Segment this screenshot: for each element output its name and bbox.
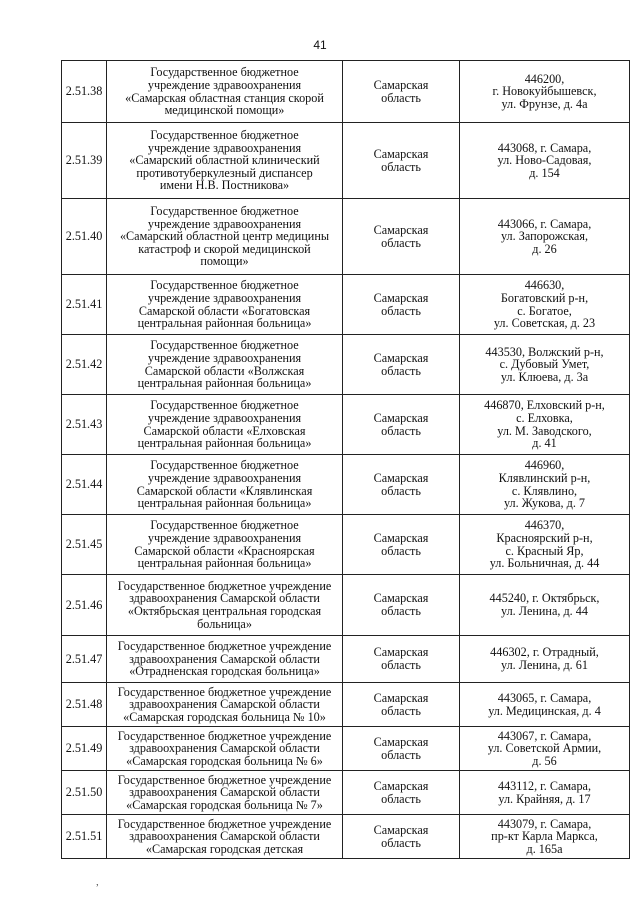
- address-line: 446630,: [524, 278, 565, 293]
- address-line: 443530, Волжский р-н,: [485, 344, 604, 359]
- row-number: 2.51.44: [62, 455, 107, 515]
- address-line: ул. Больничная, д. 44: [489, 556, 600, 571]
- row-number: 2.51.46: [62, 575, 107, 636]
- region-line: область: [381, 791, 421, 806]
- institution-name-line: Государственное бюджетное учреждение: [117, 639, 332, 654]
- row-number: 2.51.42: [62, 335, 107, 395]
- region-cell: [343, 575, 460, 636]
- address-line: д. 165а: [526, 841, 563, 856]
- region-cell: [343, 61, 460, 123]
- region-line: Самарская: [373, 77, 429, 92]
- institution-name-line: учреждение здравоохранения: [147, 350, 302, 365]
- address-line: ул. М. Заводского,: [497, 423, 592, 438]
- address-cell: [460, 395, 630, 455]
- table-row: [62, 455, 630, 515]
- institution-name-line: здравоохранения Самарской области: [129, 697, 320, 712]
- region-line: Самарская: [373, 778, 429, 793]
- region-line: область: [381, 703, 421, 718]
- address-line: ул. Фрунзе, д. 4а: [501, 96, 588, 111]
- institution-name-line: Самарской области «Красноярская: [134, 543, 315, 558]
- table-row: [62, 636, 630, 683]
- region-cell: [343, 815, 460, 859]
- institution-name-line: Государственное бюджетное: [150, 338, 299, 353]
- institution-name-line: помощи»: [200, 254, 249, 269]
- region-line: Самарская: [373, 690, 429, 705]
- address-line: 446870, Елховский р-н,: [484, 398, 605, 413]
- institution-name-line: учреждение здравоохранения: [147, 470, 302, 485]
- institution-name-line: «Самарский областной клинический: [129, 153, 320, 168]
- region-line: Самарская: [373, 591, 429, 606]
- address-line: 443112, г. Самара,: [497, 778, 592, 793]
- region-cell: [343, 771, 460, 815]
- table-row: [62, 575, 630, 636]
- table-row: [62, 199, 630, 275]
- region-line: область: [381, 658, 421, 672]
- institution-name-cell: [107, 636, 343, 683]
- institution-name-line: «Октябрьская центральная городская: [127, 604, 322, 618]
- institution-name-line: Государственное бюджетное: [150, 458, 299, 473]
- region-line: область: [381, 835, 421, 850]
- address-line: ул. Клюева, д. 3а: [500, 369, 589, 384]
- table-row: [62, 123, 630, 199]
- institution-name-line: Государственное бюджетное: [150, 204, 299, 219]
- address-line: с. Клявлино,: [511, 483, 578, 498]
- institution-name-cell: [107, 727, 343, 771]
- institution-name-line: учреждение здравоохранения: [147, 410, 302, 425]
- address-cell: [460, 455, 630, 515]
- address-cell: [460, 335, 630, 395]
- institution-name-line: Государственное бюджетное: [150, 398, 299, 413]
- table-row: [62, 395, 630, 455]
- address-line: д. 154: [529, 165, 560, 180]
- address-line: ул. Ново-Садовая,: [497, 153, 592, 168]
- region-cell: [343, 727, 460, 771]
- institution-name-line: противотуберкулезный диспансер: [136, 165, 313, 180]
- page-number: 41: [313, 38, 327, 52]
- registry-table-body: [62, 61, 630, 859]
- institution-name-cell: [107, 275, 343, 335]
- table-row: [62, 275, 630, 335]
- address-line: 443068, г. Самара,: [497, 140, 592, 155]
- address-line: ул. Ленина, д. 61: [501, 658, 588, 672]
- institution-name-line: Самарской области «Волжская: [144, 363, 305, 378]
- institution-name-line: центральная районная больница»: [137, 316, 312, 331]
- region-line: Самарская: [373, 822, 429, 837]
- institution-name-line: здравоохранения Самарской области: [129, 785, 320, 800]
- institution-name-line: медицинской помощи»: [164, 103, 285, 118]
- region-line: Самарская: [373, 645, 429, 660]
- address-cell: [460, 575, 630, 636]
- address-line: 443067, г. Самара,: [497, 728, 592, 743]
- region-line: область: [381, 747, 421, 762]
- address-line: 445240, г. Октябрьск,: [489, 591, 600, 606]
- address-cell: [460, 515, 630, 575]
- registry-table: [61, 60, 630, 859]
- institution-name-line: Самарской области «Клявлинская: [136, 483, 313, 498]
- region-line: Самарская: [373, 410, 429, 425]
- region-cell: [343, 275, 460, 335]
- address-line: 446370,: [524, 518, 565, 533]
- region-line: область: [381, 159, 421, 174]
- region-line: Самарская: [373, 222, 429, 237]
- scan-mark: ,: [96, 876, 99, 888]
- region-line: область: [381, 543, 421, 558]
- institution-name-line: Государственное бюджетное: [150, 128, 299, 143]
- address-line: 443079, г. Самара,: [497, 816, 592, 831]
- address-line: 446960,: [524, 458, 565, 473]
- address-line: ул. Ленина, д. 44: [501, 604, 588, 618]
- row-number: 2.51.51: [62, 815, 107, 859]
- institution-name-line: «Самарская городская больница № 6»: [126, 753, 323, 768]
- address-cell: [460, 727, 630, 771]
- institution-name-cell: [107, 455, 343, 515]
- address-line: ул. Медицинская, д. 4: [488, 703, 601, 718]
- institution-name-line: здравоохранения Самарской области: [129, 741, 320, 756]
- address-line: 446302, г. Отрадный,: [490, 645, 599, 660]
- institution-name-line: «Отрадненская городская больница»: [129, 664, 320, 679]
- region-line: Самарская: [373, 470, 429, 485]
- address-cell: [460, 636, 630, 683]
- institution-name-cell: [107, 575, 343, 636]
- row-number: 2.51.40: [62, 199, 107, 275]
- row-number: 2.51.39: [62, 123, 107, 199]
- institution-name-line: Государственное бюджетное: [150, 518, 299, 533]
- address-cell: [460, 61, 630, 123]
- row-number: 2.51.38: [62, 61, 107, 123]
- address-line: с. Богатое,: [517, 303, 572, 318]
- table-row: [62, 727, 630, 771]
- row-number: 2.51.43: [62, 395, 107, 455]
- institution-name-line: центральная районная больница»: [137, 496, 312, 511]
- region-cell: [343, 515, 460, 575]
- row-number: 2.51.49: [62, 727, 107, 771]
- institution-name-line: «Самарская городская детская: [145, 841, 304, 856]
- region-cell: [343, 335, 460, 395]
- address-line: 443065, г. Самара,: [497, 690, 592, 705]
- institution-name-line: Государственное бюджетное учреждение: [117, 816, 332, 831]
- institution-name-line: Самарской области «Елховская: [143, 423, 306, 438]
- address-line: с. Дубовый Умет,: [499, 357, 590, 372]
- institution-name-line: «Самарский областной центр медицины: [119, 229, 330, 244]
- institution-name-cell: [107, 123, 343, 199]
- institution-name-line: «Самарская городская больница № 10»: [123, 709, 326, 724]
- region-line: область: [381, 235, 421, 250]
- region-line: Самарская: [373, 530, 429, 545]
- institution-name-line: Государственное бюджетное учреждение: [117, 684, 332, 699]
- region-line: область: [381, 483, 421, 498]
- address-cell: [460, 771, 630, 815]
- institution-name-cell: [107, 771, 343, 815]
- address-line: ул. Советская, д. 23: [493, 316, 596, 331]
- table-row: [62, 683, 630, 727]
- institution-name-line: центральная районная больница»: [137, 376, 312, 391]
- institution-name-cell: [107, 395, 343, 455]
- address-line: Красноярский р-н,: [496, 530, 593, 545]
- region-line: Самарская: [373, 734, 429, 749]
- institution-name-line: здравоохранения Самарской области: [129, 829, 320, 844]
- address-line: 443066, г. Самара,: [497, 216, 592, 231]
- region-cell: [343, 395, 460, 455]
- address-line: пр-кт Карла Маркса,: [491, 829, 598, 844]
- institution-name-line: здравоохранения Самарской области: [129, 651, 320, 666]
- institution-name-line: имени Н.В. Постникова»: [159, 178, 290, 193]
- address-cell: [460, 683, 630, 727]
- table-row: [62, 515, 630, 575]
- address-line: ул. Запорожская,: [501, 229, 588, 244]
- institution-name-line: центральная районная больница»: [137, 556, 312, 571]
- institution-name-cell: [107, 515, 343, 575]
- region-cell: [343, 636, 460, 683]
- region-line: Самарская: [373, 290, 429, 305]
- institution-name-line: учреждение здравоохранения: [147, 216, 302, 231]
- table-row: [62, 771, 630, 815]
- institution-name-line: больница»: [197, 616, 252, 631]
- region-cell: [343, 455, 460, 515]
- address-line: с. Красный Яр,: [505, 543, 584, 558]
- address-line: ул. Жукова, д. 7: [503, 496, 586, 511]
- institution-name-line: Государственное бюджетное: [150, 278, 299, 293]
- row-number: 2.51.47: [62, 636, 107, 683]
- address-line: с. Елховка,: [516, 410, 573, 425]
- table-row: [62, 61, 630, 123]
- address-cell: [460, 275, 630, 335]
- institution-name-line: здравоохранения Самарской области: [129, 591, 320, 606]
- table-row: [62, 335, 630, 395]
- institution-name-line: «Самарская областная станция скорой: [125, 90, 324, 105]
- institution-name-line: Самарской области «Богатовская: [138, 303, 311, 318]
- institution-name-line: Государственное бюджетное учреждение: [117, 772, 332, 787]
- region-line: область: [381, 303, 421, 318]
- institution-name-line: учреждение здравоохранения: [147, 530, 302, 545]
- region-line: Самарская: [373, 350, 429, 365]
- institution-name-line: учреждение здравоохранения: [147, 77, 302, 92]
- address-line: ул. Крайняя, д. 17: [498, 791, 591, 806]
- address-cell: [460, 123, 630, 199]
- institution-name-line: Государственное бюджетное учреждение: [117, 578, 332, 593]
- institution-name-cell: [107, 335, 343, 395]
- address-cell: [460, 815, 630, 859]
- institution-name-line: учреждение здравоохранения: [147, 290, 302, 305]
- institution-name-cell: [107, 683, 343, 727]
- region-line: область: [381, 423, 421, 438]
- region-line: область: [381, 363, 421, 378]
- address-line: Богатовский р-н,: [500, 290, 589, 305]
- institution-name-line: «Самарская городская больница № 7»: [126, 797, 323, 812]
- address-cell: [460, 199, 630, 275]
- region-cell: [343, 123, 460, 199]
- address-line: д. 26: [532, 241, 557, 256]
- institution-name-line: Государственное бюджетное учреждение: [117, 728, 332, 743]
- region-line: область: [381, 90, 421, 105]
- address-line: Клявлинский р-н,: [498, 470, 591, 485]
- address-line: г. Новокуйбышевск,: [492, 84, 597, 99]
- address-line: ул. Советской Армии,: [487, 741, 602, 756]
- address-line: д. 41: [532, 436, 557, 451]
- institution-name-line: учреждение здравоохранения: [147, 140, 302, 155]
- institution-name-line: Государственное бюджетное: [150, 65, 299, 80]
- address-line: 446200,: [524, 71, 565, 86]
- institution-name-cell: [107, 199, 343, 275]
- institution-name-cell: [107, 815, 343, 859]
- region-line: Самарская: [373, 146, 429, 161]
- row-number: 2.51.45: [62, 515, 107, 575]
- row-number: 2.51.41: [62, 275, 107, 335]
- region-cell: [343, 683, 460, 727]
- table-row: [62, 815, 630, 859]
- institution-name-line: катастроф и скорой медицинской: [138, 241, 311, 256]
- region-cell: [343, 199, 460, 275]
- institution-name-cell: [107, 61, 343, 123]
- institution-name-line: центральная районная больница»: [137, 436, 312, 451]
- region-line: область: [381, 604, 421, 618]
- row-number: 2.51.48: [62, 683, 107, 727]
- row-number: 2.51.50: [62, 771, 107, 815]
- address-line: д. 56: [532, 753, 557, 768]
